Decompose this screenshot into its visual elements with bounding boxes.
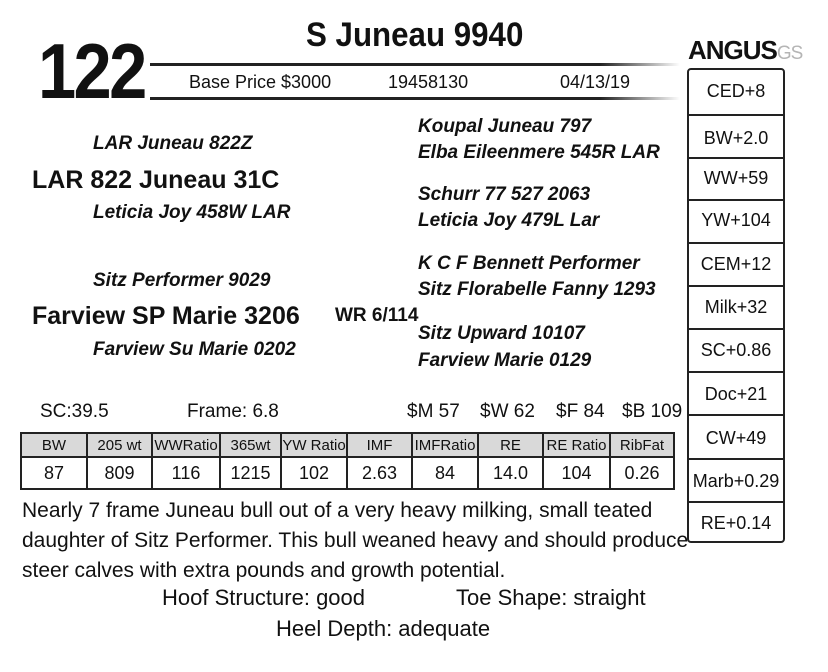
epd-ww: WW+59 <box>703 168 769 188</box>
index-b: $B 109 <box>622 401 683 422</box>
table-cell: 1215 <box>220 457 281 489</box>
table-header: 365wt <box>220 433 281 457</box>
dam-note: WR 6/114 <box>335 305 419 326</box>
dam-dam-dam: Farview Marie 0129 <box>418 350 592 371</box>
scrotal-circumference: SC:39.5 <box>40 401 109 422</box>
epd-milk: Milk+32 <box>704 297 768 317</box>
dam-sire-dam: Sitz Florabelle Fanny 1293 <box>418 279 656 300</box>
epd-divider <box>689 328 783 330</box>
epd-yw: YW+104 <box>701 210 771 230</box>
table-header: YW Ratio <box>281 433 347 457</box>
table-cell: 87 <box>21 457 87 489</box>
index-m: $M 57 <box>407 401 460 422</box>
table-value-row <box>21 457 674 489</box>
base-price: Base Price $3000 <box>189 72 332 92</box>
epd-marb: Marb+0.29 <box>692 471 780 491</box>
sire-sire: LAR Juneau 822Z <box>93 133 253 154</box>
registration-number: 19458130 <box>388 72 469 92</box>
heel-depth: Heel Depth: adequate <box>276 616 491 641</box>
epd-divider <box>689 157 783 159</box>
dam-dam-sire: Sitz Upward 10107 <box>418 323 585 344</box>
epd-panel <box>687 68 785 543</box>
table-cell: 102 <box>281 457 347 489</box>
dam-sire-sire: K C F Bennett Performer <box>418 253 640 274</box>
epd-divider <box>689 114 783 116</box>
angus-logo-suffix: GS <box>776 43 803 64</box>
dam-dam: Farview Su Marie 0202 <box>93 339 296 360</box>
epd-doc: Doc+21 <box>704 384 768 404</box>
epd-cem: CEM+12 <box>700 254 772 274</box>
table-header: BW <box>21 433 87 457</box>
epd-bw: BW+2.0 <box>703 128 769 148</box>
remarks: Nearly 7 frame Juneau bull out of a very heavy milking, small teated daughter of Sitz Performer. This bull weaned heavy and should produce steer calves with extra pounds and growth potential. <box>22 499 689 582</box>
table-cell: 104 <box>543 457 610 489</box>
table-header: 205 wt <box>87 433 152 457</box>
dam-sire: Sitz Performer 9029 <box>93 270 271 291</box>
table-header: RibFat <box>610 433 674 457</box>
index-w: $W 62 <box>480 401 535 422</box>
angus-logo-main: ANGUS <box>688 35 777 65</box>
angus-logo <box>688 35 802 66</box>
sire-dam-sire: Schurr 77 527 2063 <box>418 184 591 205</box>
epd-cw: CW+49 <box>705 428 767 448</box>
table-header: IMFRatio <box>412 433 478 457</box>
sire-sire-dam: Elba Eileenmere 545R LAR <box>418 142 660 163</box>
table-header: IMF <box>347 433 412 457</box>
index-f: $F 84 <box>556 401 605 422</box>
epd-divider <box>689 242 783 244</box>
epd-divider <box>689 371 783 373</box>
sire: LAR 822 Juneau 31C <box>32 166 280 194</box>
table-cell: 84 <box>412 457 478 489</box>
epd-divider <box>689 285 783 287</box>
table-cell: 0.26 <box>610 457 674 489</box>
table-cell: 14.0 <box>478 457 543 489</box>
table-cell: 2.63 <box>347 457 412 489</box>
table-cell: 809 <box>87 457 152 489</box>
table-header: WWRatio <box>152 433 220 457</box>
sire-sire-sire: Koupal Juneau 797 <box>418 116 592 137</box>
epd-divider <box>689 501 783 503</box>
performance-table <box>20 432 675 490</box>
header-rule-bottom <box>150 97 680 100</box>
header-rule-top <box>150 63 680 66</box>
toe-shape: Toe Shape: straight <box>456 585 646 610</box>
table-header-row <box>21 433 674 457</box>
lot-number: 122 <box>38 27 145 115</box>
table-header: RE <box>478 433 543 457</box>
epd-divider <box>689 458 783 460</box>
table-header: RE Ratio <box>543 433 610 457</box>
epd-divider <box>689 414 783 416</box>
birth-date: 04/13/19 <box>560 72 631 92</box>
epd-ced: CED+8 <box>706 81 766 101</box>
hoof-structure: Hoof Structure: good <box>162 585 366 610</box>
sire-dam-dam: Leticia Joy 479L Lar <box>418 210 600 231</box>
dam: Farview SP Marie 3206 <box>32 302 300 330</box>
epd-divider <box>689 199 783 201</box>
epd-sc: SC+0.86 <box>700 340 772 360</box>
bull-name: S Juneau 9940 <box>306 16 524 54</box>
epd-re: RE+0.14 <box>700 513 772 533</box>
frame-score: Frame: 6.8 <box>187 401 279 422</box>
sire-dam: Leticia Joy 458W LAR <box>93 202 291 223</box>
table-cell: 116 <box>152 457 220 489</box>
